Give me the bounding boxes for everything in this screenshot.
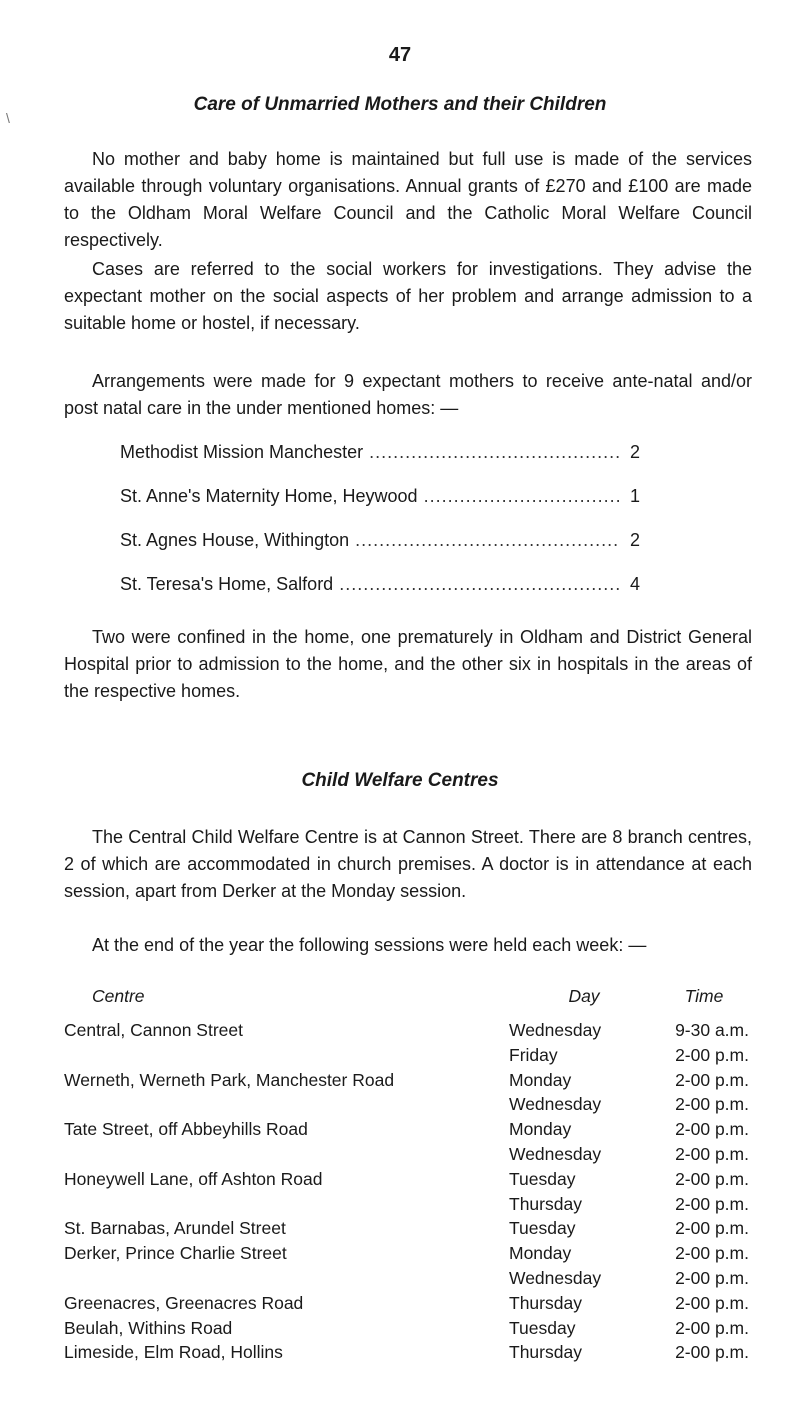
cell-day: Thursday [509, 1193, 582, 1214]
home-count: 4 [629, 574, 640, 594]
dot-leader [424, 486, 620, 507]
cell-day: Wednesday [509, 1143, 602, 1164]
home-name: Methodist Mission Manchester [120, 442, 364, 462]
table-row [64, 1169, 764, 1194]
cell-centre: Beulah, Withins Road [64, 1317, 233, 1338]
cell-centre: St. Barnabas, Arundel Street [64, 1218, 286, 1239]
table-row [64, 1119, 764, 1144]
cell-day: Thursday [509, 1292, 582, 1313]
table-row [64, 1293, 764, 1318]
cell-time: 2-00 p.m. [675, 1094, 749, 1115]
cell-day: Wednesday [509, 1020, 602, 1040]
cell-day: Monday [509, 1069, 572, 1090]
cell-centre: Limeside, Elm Road, Hollins [64, 1342, 283, 1363]
cell-time: 2-00 p.m. [675, 1218, 749, 1239]
table-row [64, 1218, 764, 1243]
home-row [120, 574, 640, 618]
column-header-centre: Centre [92, 986, 145, 1006]
home-name: St. Teresa's Home, Salford [120, 574, 334, 594]
cell-day: Thursday [509, 1342, 582, 1363]
cell-time: 2-00 p.m. [675, 1143, 749, 1164]
cell-time: 2-00 p.m. [675, 1342, 749, 1363]
paragraph-arrangements: Arrangements were made for 9 expectant mothers to receive ante-natal and/or post natal care in the under mentioned homes: — [64, 371, 752, 418]
home-count: 2 [629, 530, 640, 550]
table-row [64, 1342, 764, 1367]
cell-time: 2-00 p.m. [675, 1069, 749, 1090]
paragraph-grants: No mother and baby home is maintained but full use is made of the services available through voluntary organisations. Annual grants of £270 and £100 are made to the Oldham Moral Welfare Council and the Catholic Moral Welfare Council respectively. [64, 149, 752, 250]
cell-time: 2-00 p.m. [675, 1044, 749, 1065]
home-count: 2 [629, 442, 640, 462]
section-title-child-welfare: Child Welfare Centres [301, 770, 499, 791]
column-header-day: Day [568, 986, 600, 1006]
page-number: 47 [388, 44, 412, 66]
home-row [120, 486, 640, 530]
cell-time: 2-00 p.m. [675, 1193, 749, 1214]
sessions-table [64, 986, 764, 1367]
cell-day: Monday [509, 1243, 572, 1264]
cell-time: 2-00 p.m. [675, 1168, 749, 1189]
dot-leader [339, 574, 620, 595]
table-row [64, 1070, 764, 1095]
cell-centre: Derker, Prince Charlie Street [64, 1243, 287, 1264]
table-header [64, 986, 764, 1020]
home-count: 1 [629, 486, 640, 506]
paragraph-central-centre: The Central Child Welfare Centre is at Cannon Street. There are 8 branch centres, 2 of which are accommodated in church premises. A doctor is in attendance at each session, apart from Derker at the Monday session. [64, 827, 752, 901]
homes-list [120, 442, 640, 618]
cell-day: Monday [509, 1119, 572, 1140]
cell-time: 9-30 a.m. [675, 1020, 749, 1040]
cell-day: Wednesday [509, 1094, 602, 1115]
table-row [64, 1045, 764, 1070]
cell-time: 2-00 p.m. [675, 1267, 749, 1288]
cell-day: Friday [509, 1044, 558, 1065]
table-row [64, 1243, 764, 1268]
dot-leader [369, 442, 620, 463]
table-row [64, 1094, 764, 1119]
cell-day: Tuesday [509, 1168, 576, 1189]
cell-day: Tuesday [509, 1317, 576, 1338]
margin-mark: \ [6, 110, 10, 126]
table-row [64, 1268, 764, 1293]
table-row [64, 1194, 764, 1219]
cell-centre: Honeywell Lane, off Ashton Road [64, 1168, 323, 1189]
cell-time: 2-00 p.m. [675, 1292, 749, 1313]
cell-centre: Greenacres, Greenacres Road [64, 1292, 304, 1313]
home-name: St. Anne's Maternity Home, Heywood [120, 486, 418, 506]
cell-centre: Werneth, Werneth Park, Manchester Road [64, 1069, 395, 1090]
home-row [120, 442, 640, 486]
section-title-unmarried-mothers: Care of Unmarried Mothers and their Children [193, 94, 607, 115]
table-row [64, 1318, 764, 1343]
paragraph-sessions-intro: At the end of the year the following sessions were held each week: — [92, 935, 647, 955]
home-name: St. Agnes House, Withington [120, 530, 350, 550]
column-header-time: Time [684, 986, 724, 1006]
table-row [64, 1020, 764, 1045]
dot-leader [355, 530, 620, 551]
cell-time: 2-00 p.m. [675, 1119, 749, 1140]
cell-day: Wednesday [509, 1267, 602, 1288]
paragraph-confinements: Two were confined in the home, one prematurely in Oldham and District General Hospital prior to admission to the home, and the other six in hospitals in the areas of the respective homes. [64, 627, 752, 701]
cell-centre: Central, Cannon Street [64, 1020, 243, 1040]
cell-time: 2-00 p.m. [675, 1243, 749, 1264]
cell-day: Tuesday [509, 1218, 576, 1239]
table-row [64, 1144, 764, 1169]
cell-time: 2-00 p.m. [675, 1317, 749, 1338]
paragraph-referrals: Cases are referred to the social workers for investigations. They advise the expectant mother on the social aspects of her problem and arrange admission to a suitable home or hostel, if necessary. [64, 259, 752, 333]
cell-centre: Tate Street, off Abbeyhills Road [64, 1119, 308, 1140]
home-row [120, 530, 640, 574]
